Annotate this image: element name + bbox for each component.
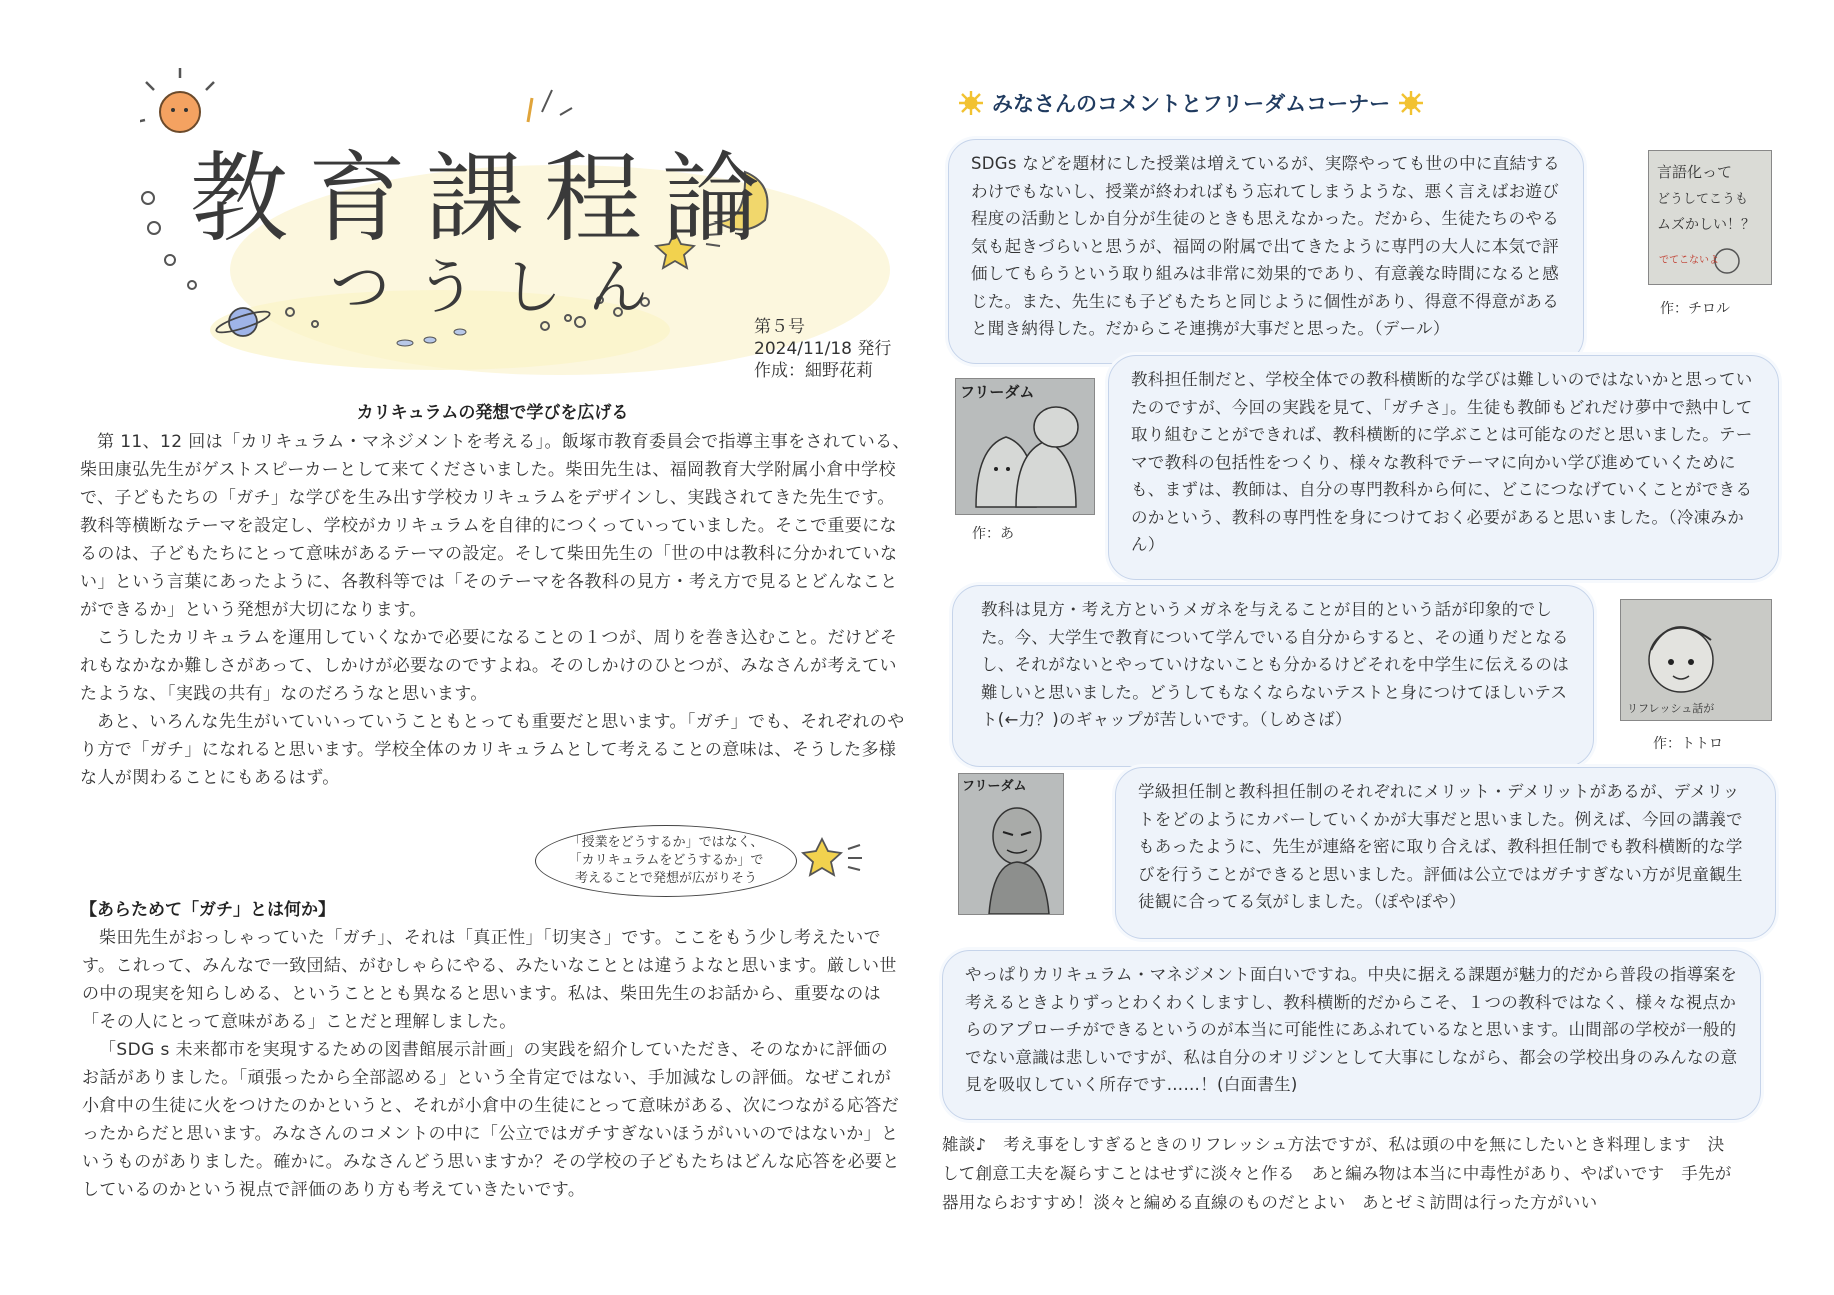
sketch-caption: 作：あ [972,526,1014,542]
sketch-caption: 作：トトロ [1653,736,1723,752]
issue-number: 第５号 [754,317,805,337]
sketch-text: ムズかしい！？ [1657,217,1755,233]
chat-section [942,1130,1787,1217]
issue-date: 2024/11/18 発行 [754,339,892,359]
sketch-text: 言語化って [1657,163,1733,181]
speech-bubble [535,825,797,897]
section-paragraph: 柴田先生がおっしゃっていた「ガチ」、それは「真正性」「切実さ」です。ここをもう少し考えたいです。これって、みんなで一致団結、がむしゃらにやる、みたいなこととは違うよなと思います。厳しい世の中の現実を知らしめる、ということとも異なると思います。私は、柴田先生のお話から、重要なのは「その人にとって意味がある」ことだと理解しました。 [82,928,897,1032]
comment-bubble: 教科は見方・考え方というメガネを与えることが目的という話が印象的でした。今、大学生で教育について学んでいる自分からすると、その通りだとなるし、それがないとやっていけないことも分かるけどそれを中学生に伝えるのは難しいと思いました。どうしてもなくならないテストと身につけてほしいテスト(←力？)のギャップが苦しいです。（しめさば） [952,585,1594,767]
sketch-image-handwriting [1648,150,1772,285]
bubble-line: 「カリキュラムをどうするか」で [568,853,764,868]
bubble-line: 考えることで発想が広がりそう [574,871,757,886]
sketch-label: フリーダム [960,383,1035,401]
svg-text:でてこないよ: でてこないよ [1659,255,1719,266]
article-body [80,428,910,792]
comment-bubble: やっぱりカリキュラム・マネジメント面白いですね。中央に据える課題が魅力的だから普段の指導案を考えるときよりずっとわくわくしますし、教科横断的だからこそ、１つの教科ではなく、様々な視点からのアプローチができるというのが本当に可能性にあふれているなと思います。山間部の学校が一般的でない意識は悲しいですが、私は自分のオリジンとして大事にしながら、都会の学校出身のみんなの意見を吸収していく所存です……！(白面書生) [942,950,1761,1120]
svg-text:リフレッシュ話が: リフレッシュ話が [1627,702,1715,715]
issue-info [754,316,891,382]
comment-bubble: 教科担任制だと、学校全体での教科横断的な学びは難しいのではないかと思っていたのですが、今回の実践を見て、「ガチさ」。生徒も教師もどれだけ夢中で熱中して取り組むことができれば、教科横断的に学ぶことは可能なのだと思いました。テーマで教科の包括性をつくり、様々な教科でテーマに向かい学び進めていくためにも、まずは、教師は、自分の専門教科から何に、どこにつなげていくことができるのかという、教科の専門性を身につけておく必要があると思いました。（冷凍みかん） [1108,355,1779,580]
article-paragraph: こうしたカリキュラムを運用していくなかで必要になることの１つが、周りを巻き込むこと。だけどそれもなかなか難しさがあって、しかけが必要なのですよね。そのしかけのひとつが、みなさんが考えていたような、「実践の共有」なのだろうなと思います。 [80,628,898,704]
sun-icon [1398,90,1424,116]
bubble-line: 「授業をどうするか」ではなく、 [568,835,764,850]
sketch-caption: 作：チロル [1660,301,1730,317]
sketch-image-character [1620,599,1772,721]
sketch-text: どうしてこうも [1657,192,1749,207]
star-character-icon [800,835,870,885]
chat-line: 雑談♪ 考え事をしすぎるときのリフレッシュ方法ですが、私は頭の中を無にしたいとき料理します 決 [942,1135,1725,1154]
article-paragraph: 第 11、12 回は「カリキュラム・マネジメントを考える」。飯塚市教育委員会で指導主事をされている、柴田康弘先生がゲストスピーカーとして来てくださいました。柴田先生は、福岡教育大学附属小倉中学校で、子どもたちの「ガチ」な学びを生み出す学校カリキュラムをデザインし、実践されてきた先生です。教科等横断なテーマを設定し、学校がカリキュラムを自律的につくっていっていました。そこで重要になるのは、子どもたちにとって意味があるテーマの設定。そして柴田先生の「世の中は教科に分かれていない」という言葉にあったように、各教科等では「そのテーマを各教科の見方・考え方で見るとどんなことができるか」という発想が大切になります。 [80,432,910,620]
article-heading: カリキュラムの発想で学びを広げる [356,403,629,423]
sketch-label: フリーダム [962,779,1027,794]
sun-icon [958,90,984,116]
corner-heading [958,88,1424,118]
sketch-image-freedom [955,378,1095,515]
chat-line: 器用ならおすすめ！淡々と編める直線のものだとよい あとゼミ訪問は行った方がいい [942,1193,1598,1212]
issue-author: 作成：細野花莉 [754,361,873,381]
sketch-image-samurai [958,773,1064,915]
newsletter-subtitle: つうしん [330,253,674,323]
section-paragraph: 「SDG s 未来都市を実現するための図書館展示計画」の実践を紹介していただき、そのなかに評価のお話がありました。「頑張ったから全部認める」という全肯定ではない、手加減なしの評価。なぜこれが小倉中の生徒に火をつけたのかというと、それが小倉中の生徒にとって意味がある、次につながる応答だったからだと思います。みなさんのコメントの中に「公立ではガチすぎないほうがいいのではないか」というものがありました。確かに。みなさんどう思いますか？その学校の子どもたちはどんな応答を必要としているのかという視点で評価のあり方も考えていきたいです。 [82,1040,900,1200]
section-heading: 【あらためて「ガチ」とは何か】 [80,900,335,920]
comment-bubble: SDGs などを題材にした授業は増えているが、実際やっても世の中に直結するわけでもないし、授業が終わればもう忘れてしまうような、悪く言えばお遊び程度の活動としか自分が生徒のときも思えなかった。だから、生徒たちのやる気も起きづらいと思うが、福岡の附属で出てきたように専門の大人に本気で評価してもらうという取り組みは非常に効果的であり、有意義な時間になると感じた。また、先生にも子どもたちと同じように個性があり、得意不得意があると聞き納得した。だからこそ連携が大事だと思った。（デール） [948,139,1584,364]
newsletter-title: 教育課程論 [190,142,781,256]
article-paragraph: あと、いろんな先生がいていいっていうこともとっても重要だと思います。「ガチ」でも、それぞれのやり方で「ガチ」になれると思います。学校全体のカリキュラムとして考えることの意味は、そうした多様な人が関わることにもあるはず。 [80,712,905,788]
section-body [82,924,902,1204]
chat-line: して創意工夫を凝らすことはせずに淡々と作る あと編み物は本当に中毒性があり、やばいです 手先が [942,1164,1732,1183]
corner-heading-text: みなさんのコメントとフリーダムコーナー [992,92,1391,116]
comment-bubble: 学級担任制と教科担任制のそれぞれにメリット・デメリットがあるが、デメリットをどのようにカバーしていくかが大事だと思いました。例えば、今回の講義でもあったように、先生が連絡を密に取り合えば、教科担任制でも教科横断的な学びを行うことができると思いました。評価は公立ではガチすぎない方が児童観生徒観に合ってる気がしました。（ぽやぽや） [1115,767,1776,939]
